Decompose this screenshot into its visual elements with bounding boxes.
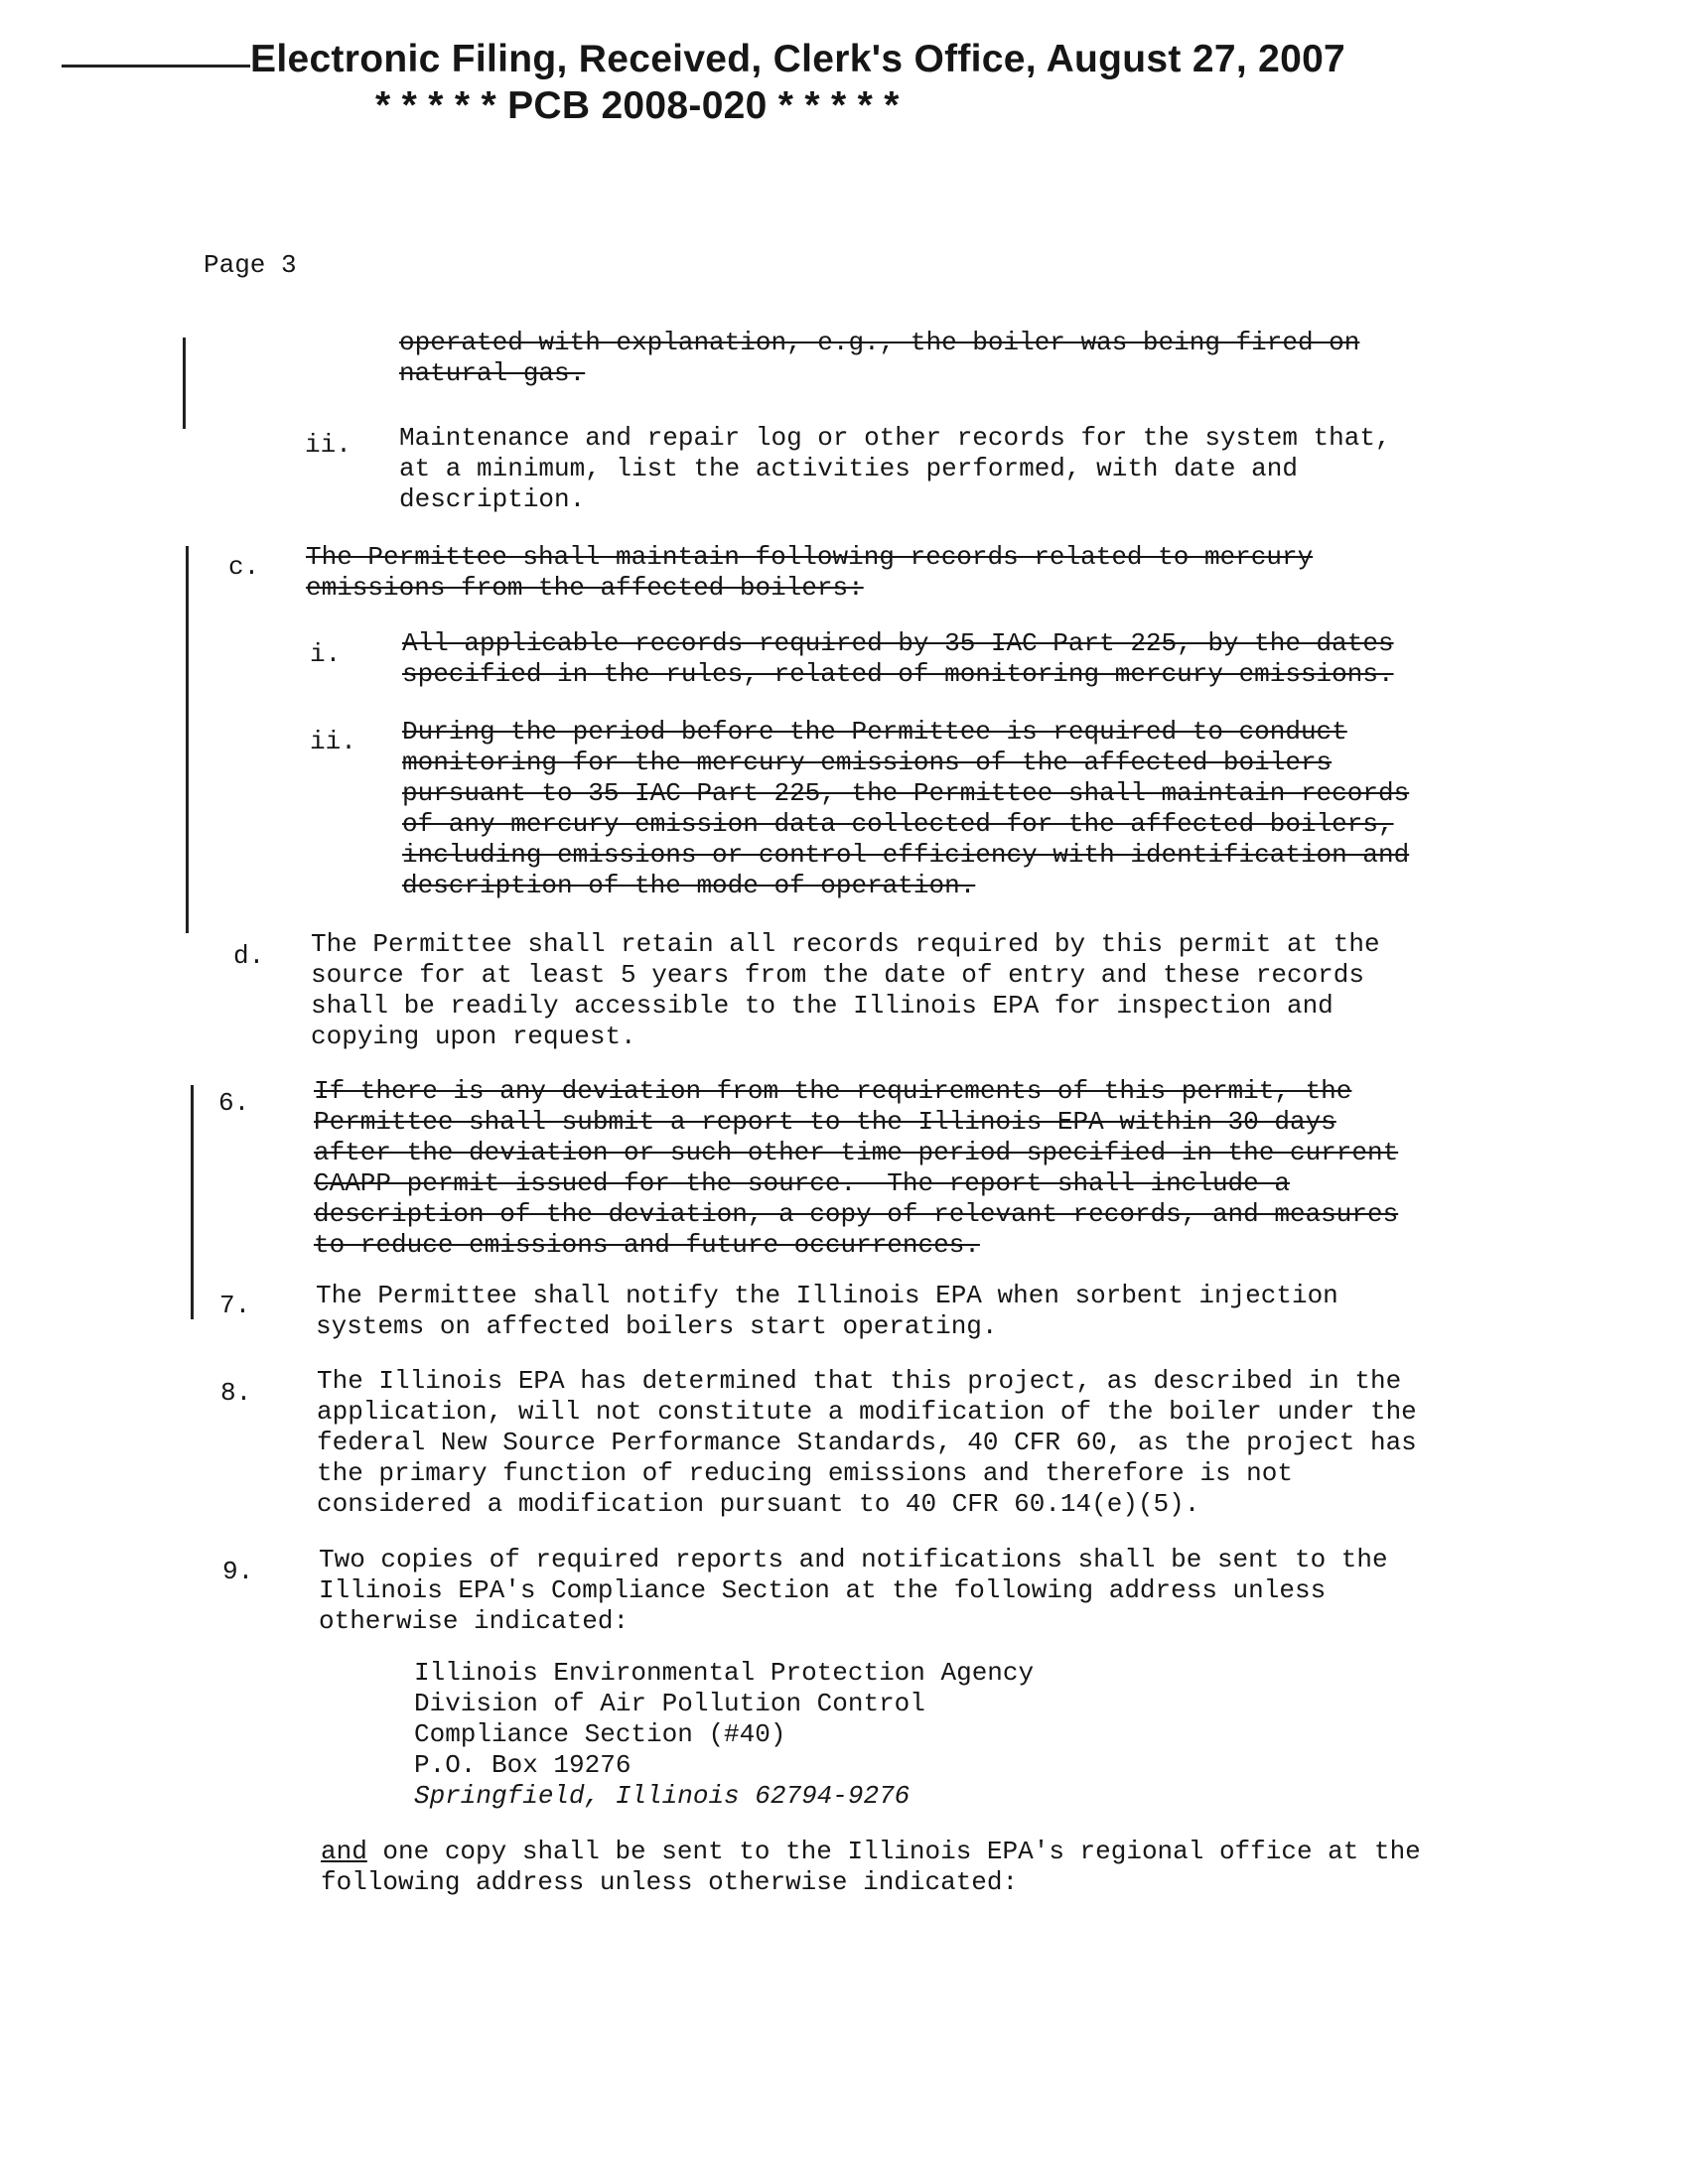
address-line: Springfield, Illinois 62794-9276 (414, 1781, 911, 1811)
item-c-ii-text: During the period before the Permittee is required to conduct monitoring for the mercury emissions of the affected boilers pursuant to 35 IAC Part 225, the Permittee shall maintain records of any mercury emission data collected for the affected boilers, including emissions or control efficiency with identification and description of the mode of operation. (402, 717, 1410, 900)
revision-bar (183, 338, 186, 429)
filing-stamp (250, 38, 1345, 81)
item-c-i-text: All applicable records required by 35 IAC Part 225, by the dates specified in the rules, related of monitoring mercury emissions. (402, 628, 1394, 689)
item-c-text: The Permittee shall maintain following records related to mercury emissions from the affected boilers: (306, 542, 1314, 603)
filing-stamp-text: Electronic Filing, Received, Clerk's Office, August 27, 2007 (250, 38, 1346, 80)
revision-bar (191, 1085, 194, 1319)
address-line: Illinois Environmental Protection Agency (414, 1658, 1035, 1688)
item-d-text: The Permittee shall retain all records required by this permit at the source for at least 5 years from the date of entry and these records shall be readily accessible to the Illinois EPA for inspection and copying upon request. (311, 929, 1380, 1051)
item-8-text: The Illinois EPA has determined that this project, as described in the application, will not constitute a modification of the boiler under the federal New Source Performance Standards, 40 CFR 60, as the project has the primary function of reducing emissions and therefore is not considered a modification pursuant to 40 CFR 60.14(e)(5). (317, 1366, 1417, 1519)
page-number: Page 3 (204, 250, 297, 280)
item-b-ii-text: Maintenance and repair log or other records for the system that, at a minimum, list the activities performed, with date and description. (399, 423, 1391, 514)
item-7-label: 7. (219, 1291, 251, 1320)
revision-bar (186, 546, 189, 933)
address-line: Division of Air Pollution Control (414, 1689, 925, 1718)
item-c-i-label: i. (310, 639, 342, 669)
item-c-ii-label: ii. (310, 727, 356, 756)
closing-line-2: following address unless otherwise indicated: (321, 1867, 1019, 1897)
address-block (414, 1658, 1034, 1812)
closing-line-1: one copy shall be sent to the Illinois EPA's regional office at the (366, 1837, 1421, 1866)
item-6-text: If there is any deviation from the requirements of this permit, the Permittee shall submit a report to the Illinois EPA within 30 days after the deviation or such other time period specified in the current CAAPP permit issued for the source. The report shall include a description of the deviation, a copy of relevant records, and measures to reduce emissions and future occurrences. (314, 1076, 1399, 1260)
address-line: Compliance Section (#40) (414, 1719, 786, 1749)
item-b-ii-label: ii. (305, 430, 351, 460)
item-7-text: The Permittee shall notify the Illinois EPA when sorbent injection systems on affected boilers start operating. (316, 1281, 1338, 1341)
item-6-label: 6. (218, 1088, 250, 1118)
case-number (375, 84, 900, 128)
item-9-text: Two copies of required reports and notifications shall be sent to the Illinois EPA's Compliance Section at the following address unless otherwise indicated: (319, 1545, 1388, 1636)
closing-and: and (321, 1837, 367, 1866)
item-8-label: 8. (220, 1378, 252, 1408)
closing-paragraph (321, 1837, 1421, 1898)
item-9-label: 9. (222, 1557, 254, 1586)
item-d-label: d. (233, 941, 265, 971)
case-number-text: * * * * * PCB 2008-020 * * * * * (375, 84, 900, 127)
b-i-continuation: operated with explanation, e.g., the boiler was being fired on natural gas. (399, 328, 1360, 388)
address-line: P.O. Box 19276 (414, 1750, 632, 1780)
item-c-label: c. (228, 552, 260, 582)
header-leading-rule (62, 65, 250, 68)
